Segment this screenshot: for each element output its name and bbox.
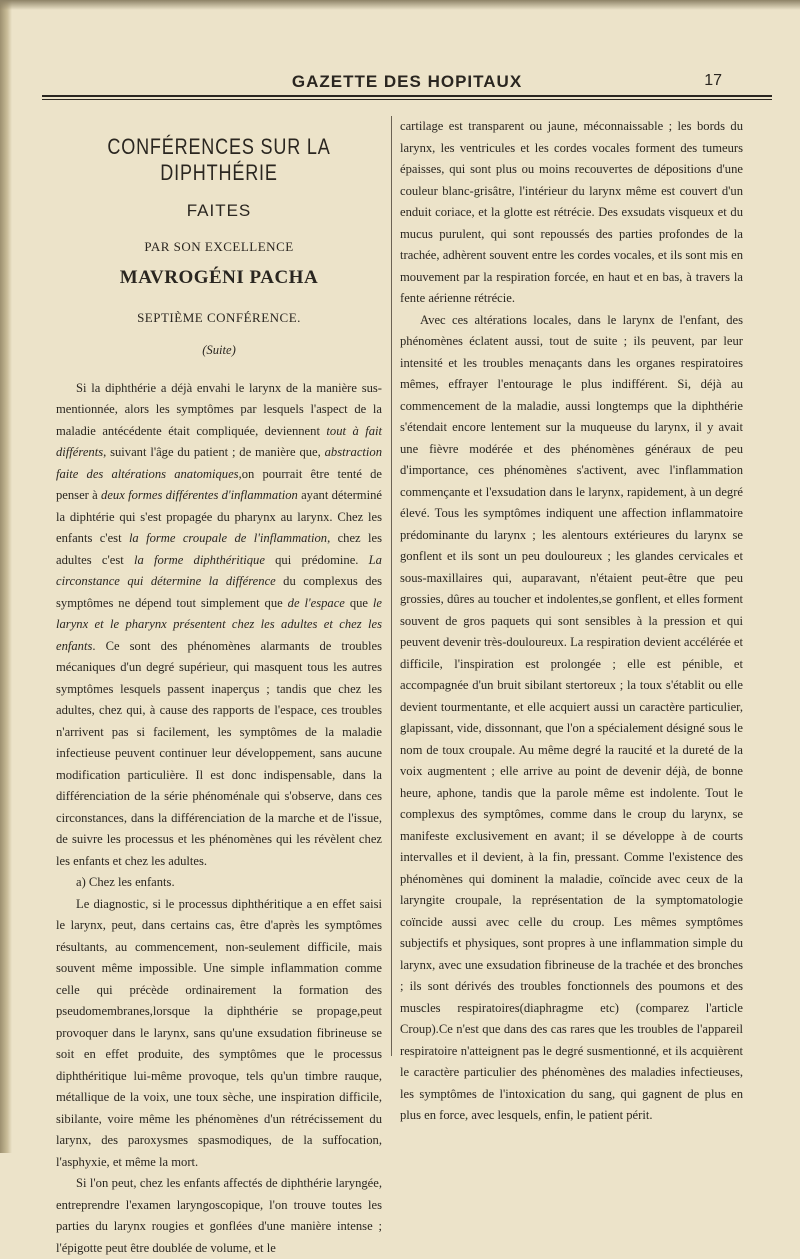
italic-run: la forme diphthéritique xyxy=(133,552,265,567)
column-divider xyxy=(391,116,392,1056)
text-run: , chez les adultes c'est xyxy=(56,531,382,567)
text-run: du complexus des symptômes ne dépend tout simplement que xyxy=(56,574,382,610)
continued-label: (Suite) xyxy=(202,343,236,357)
paragraph-intro xyxy=(56,378,382,873)
text-run: qui prédomine. xyxy=(264,552,369,567)
italic-run: abstraction faite des altérations anatomiques xyxy=(56,445,382,481)
italic-run: de l'espace xyxy=(287,595,345,610)
italic-run: La circonstance qui détermine la différence xyxy=(56,552,382,588)
left-column xyxy=(56,116,382,1259)
italic-run: tout à fait différents xyxy=(56,423,383,459)
text-run: Si la diphthérie a déjà envahi le larynx de la manière sus-mentionnée, alors les symptômes par lesquels l'aspect de la maladie antécédente était compliquée, deviennent xyxy=(56,380,382,438)
text-run: que xyxy=(344,595,373,610)
page-header xyxy=(42,72,772,96)
journal-title: GAZETTE DES HOPITAUX xyxy=(291,72,523,91)
byline-prefix: PAR SON EXCELLENCE xyxy=(144,238,294,254)
conference-number: SEPTIÈME CONFÉRENCE. xyxy=(137,309,301,325)
paragraph-laryngoscopic: Si l'on peut, chez les enfants affectés de diphthérie laryngée, entreprendre l'examen laryngoscopique, l'on trouve toutes les parties du larynx rougies et gonflées d'une manière intense ; l'épigotte peut être doublée de volume, et le xyxy=(56,1176,382,1255)
page-edge xyxy=(0,0,12,1153)
page-number: 17 xyxy=(704,72,722,89)
text-run: , suivant l'âge du patient ; de manière que, xyxy=(103,445,325,459)
paragraph-local-alterations: Avec ces altérations locales, dans le larynx de l'enfant, des phénomènes éclatent aussi, tout de suite ; ils peuvent, par leur intensité et les troubles menaçants dans les organes respiratoires mêmes, effrayer l'entourage le plus indifférent. Si, déjà au commencement de la maladie, aussi longtemps que la diphthérie s'étendait encore lentement sur la muqueuse du larynx, il y avait une fièvre modérée et des phénomènes généraux de peu d'importance, ces phénomènes s'activent, avec l'inflammation commençante et l'exsudation dans le larynx, rapidement, à un degré élevé. Tous les symptômes indiquent une affection inflammatoire prédominante du larynx ; les alentours extérieures du larynx se gonflent et ils sont un peu douloureux ; les glandes cervicales et sous-maxillaires qui, auparavant, n'étaient peut-être que peu grossies, dûres au toucher et indolentes,se gonflent, et elles forment souvent de gros paquets qui sont sensibles à la pression et qui peuvent devenir très-douloureux. La respiration devient accélérée et difficile, l'inspiration est prolongée ; elle est pénible, et accompagnée d'un bruit sibilant stertoreux ; la toux s'établit ou elle devient tourmentante, et elle acquiert aussi un caractère particulier, glapissant, vide, dissonnant, que l'on a spécialement désigné sous le nom de toux croupale. Au même degré la raucité et la dureté de la voix augmentent ; elle arrive au point de devenir déjà, de bonne heure, aphone, tandis que la parole même est indolente. Tout le complexus des symptômes, comme dans le croup du larynx, se manifeste exclusivement en avant; il se développe à de courts intervalles et il devient, à la fin, pressant. Comme l'existence des phénomènes qui dominent la maladie, coïncide avec ceux de la laryngite croupale, la représentation de la symptomatologie coïncide aussi avec celle du croup. Les mêmes symptômes subjectifs et physiques, sont propres à une inflammation simple du larynx, avec une exsudation fibrineuse de la trachée et des bronches ; ils sont dérivés des troubles fonctionnels des poumons et des muscles respiratoires(diaphragme etc) (comparez l'article Croup).Ce n'est que dans des cas rares que les troubles de l'appareil respiratoire n'atteignent pas le degré susmentionné, et ils acquièrent le caractère particulier des phénomènes des maladies infectieuses, les symptômes de l'intoxication du sang, qui gagnent de plus en plus en force, avec lesquels, enfin, le patient périt. xyxy=(400,312,743,1122)
header-rule-thin xyxy=(42,99,772,100)
article-title: CONFÉRENCES SUR LA DIPHTHÉRIE xyxy=(107,134,331,185)
article-subtitle-faites: FAITES xyxy=(186,201,252,220)
text-run: . Ce sont des phénomènes alarmants de troubles mécaniques d'un degré supérieur, qui masquent tous les autres symptômes lesquels passent inaperçus ; tandis que chez les adultes, chez qui, à cause des rapports de l'espace, ces troubles n'arrivent pas si facilement, les symptômes de la maladie infectieuse peuvent continuer leur développement, sans aucune modification particulière. Il est donc indispensable, dans la différenciation de la série phénoménale qui s'observe, dans ces circonstances, dans la différenciation de la marche et de l'issue, de suivre les processus et les phénomènes qui les révèlent chez les enfants et chez les adultes. xyxy=(56,638,382,868)
paragraph-diagnostic: Le diagnostic, si le processus diphthéritique a en effet saisi le larynx, peut, dans certains cas, être d'après les symptômes résultants, au commencement, non-seulement difficile, mais souvent même impossible. Une simple inflammation comme celle qui précède ordinairement la formation des pseudomembranes,lorsque la diphthérie se propage,peut provoquer dans le larynx, sans qu'une exsudation fibrineuse se soit en effet produite, des symptômes que le processus diphthéritique lui-même provoque, tels qu'un timbre rauque, métallique de la voix, une toux sèche, une inspiration difficile, sibilante, voire même les phénomènes d'un rétrécissement du larynx, des paroxysmes spasmodiques, de la suffocation, l'asphyxie, et même la mort. xyxy=(56,896,382,1169)
italic-run: deux formes différentes d'inflammation xyxy=(101,488,298,502)
text-run: ,on pourrait être tenté de penser à xyxy=(56,466,382,502)
header-rule-thick xyxy=(42,95,772,97)
italic-run: le larynx et le pharynx présentent chez les adultes et chez les enfants xyxy=(56,595,383,653)
text-run: ayant déterminé la diphtérie qui s'est propagée du pharynx au larynx. Chez les enfants c'est xyxy=(56,488,382,545)
right-column xyxy=(400,116,743,1127)
italic-run: la forme croupale de l'inflammation xyxy=(128,531,328,545)
paragraph-continued: cartilage est transparent ou jaune, méconnaissable ; les bords du larynx, les ventricules et les cordes vocales forment des tumeurs épaisses, qui sont plus ou moins recouvertes de dépositions d'une couleur blanc-grisâtre, l'intérieur du larynx même est couvert d'un enduit coriace, et la glotte est rétrécie. Des exsudats visqueux et du mucus purulent, qui sont repoussés des parties profondes de la trachée, adhèrent souvent entre les cordes vocales, et ils sont mis en mouvement par la respiration forcée, en haut et en bas, à travers la fente aérienne rétrécie. xyxy=(400,119,743,305)
top-shadow xyxy=(0,0,800,10)
subheading-enfants: a) Chez les enfants. xyxy=(76,875,175,889)
author-name: MAVROGÉNI PACHA xyxy=(119,267,319,288)
